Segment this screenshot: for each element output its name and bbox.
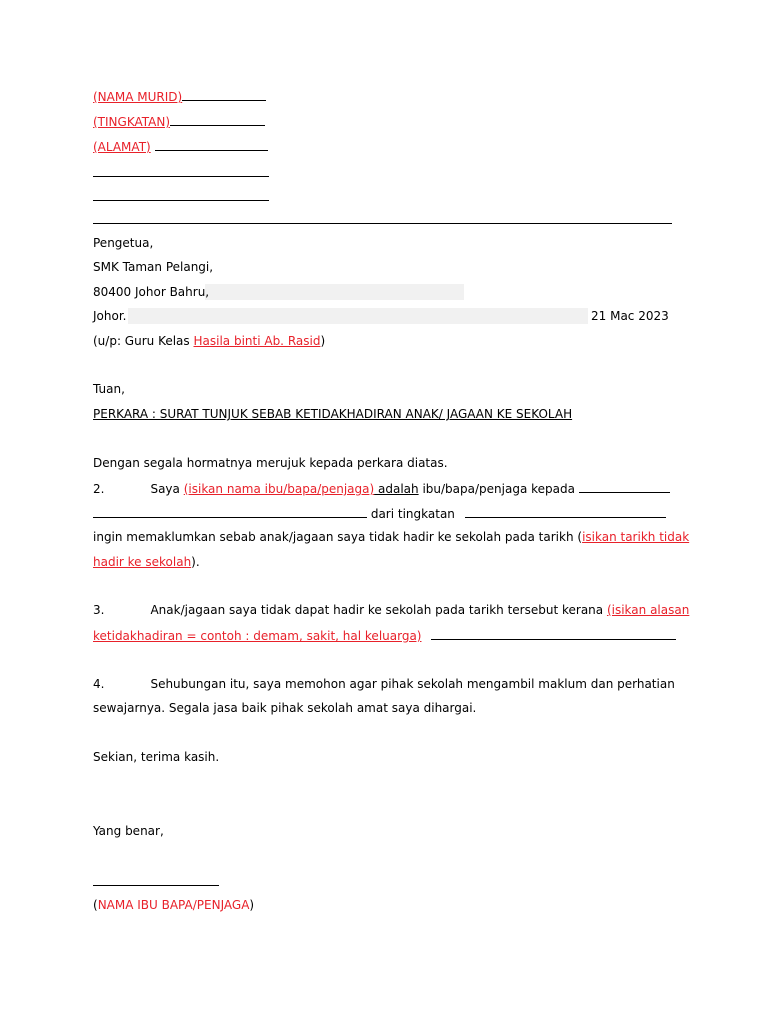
para3-reason-placeholder-a: (isikan alasan bbox=[606, 603, 690, 617]
signature-name-line bbox=[93, 897, 254, 913]
para2-date-placeholder-a: isikan tarikh tidak bbox=[582, 530, 690, 544]
highlight-band-1 bbox=[205, 284, 464, 300]
para2-saya: Saya bbox=[150, 482, 180, 496]
para3-line-1 bbox=[93, 602, 689, 618]
para4-line-2: sewajarnya. Segala jasa baik pihak sekolah amat saya dihargai. bbox=[93, 701, 477, 715]
para4-text-1: Sehubungan itu, saya memohon agar pihak sekolah mengambil maklum dan perhatian bbox=[150, 677, 675, 691]
para3-line-2 bbox=[93, 627, 676, 644]
para3-reason-placeholder-b: ketidakhadiran = contoh : demam, sakit, hal keluarga) bbox=[93, 629, 422, 643]
alamat-line-3 bbox=[93, 200, 269, 201]
para2-class-blank bbox=[465, 505, 666, 518]
nama-murid-label: (NAMA MURID) bbox=[93, 90, 183, 104]
para3-number: 3. bbox=[93, 603, 105, 617]
signature-line bbox=[93, 885, 219, 886]
tingkatan-label: (TINGKATAN) bbox=[93, 115, 171, 129]
signature-open: ( bbox=[93, 898, 98, 912]
para3-text: Anak/jagaan saya tidak dapat hadir ke sekolah pada tarikh tersebut kerana bbox=[150, 603, 607, 617]
header-divider bbox=[93, 223, 672, 224]
closing-line: Sekian, terima kasih. bbox=[93, 750, 220, 764]
para2-parent-placeholder: (isikan nama ibu/bapa/penjaga) bbox=[183, 482, 375, 496]
salutation: Tuan, bbox=[93, 382, 125, 396]
class-teacher-name: Hasila binti Ab. Rasid bbox=[193, 334, 321, 348]
para3-reason-blank bbox=[431, 627, 676, 640]
para2-line-3 bbox=[93, 529, 689, 545]
tingkatan-blank bbox=[170, 113, 265, 126]
attention-line bbox=[93, 333, 325, 349]
field-tingkatan bbox=[93, 113, 265, 130]
para2-line-2 bbox=[93, 505, 666, 522]
field-nama-murid bbox=[93, 88, 266, 105]
para2-name-blank bbox=[93, 505, 367, 518]
recipient-line-4: Johor. bbox=[93, 309, 127, 323]
para2-student-blank bbox=[579, 480, 670, 493]
recipient-line-1: Pengetua, bbox=[93, 236, 154, 250]
highlight-band-2 bbox=[128, 308, 588, 324]
para2-line-1 bbox=[93, 480, 670, 497]
alamat-blank bbox=[155, 138, 268, 151]
subject-line: PERKARA : SURAT TUNJUK SEBAB KETIDAKHADIRAN ANAK/ JAGAAN KE SEKOLAH bbox=[93, 407, 573, 421]
para2-reason-text: ingin memaklumkan sebab anak/jagaan saya tidak hadir ke sekolah pada tarikh ( bbox=[93, 530, 583, 544]
field-alamat bbox=[93, 138, 268, 155]
alamat-label: (ALAMAT) bbox=[93, 140, 151, 154]
attention-prefix: (u/p: Guru Kelas bbox=[93, 334, 194, 348]
attention-suffix: ) bbox=[320, 334, 326, 348]
recipient-line-2: SMK Taman Pelangi, bbox=[93, 260, 214, 274]
nama-murid-blank bbox=[182, 88, 266, 101]
para2-relation: ibu/bapa/penjaga kepada bbox=[422, 482, 575, 496]
signature-close: ) bbox=[249, 898, 255, 912]
para2-date-placeholder-b: hadir ke sekolah bbox=[93, 555, 192, 569]
para4-number: 4. bbox=[93, 677, 105, 691]
sign-off: Yang benar, bbox=[93, 824, 164, 838]
para2-adalah: adalah bbox=[374, 482, 419, 496]
para2-close: ). bbox=[191, 555, 200, 569]
para2-number: 2. bbox=[93, 482, 105, 496]
letter-date: 21 Mac 2023 bbox=[591, 309, 669, 323]
alamat-line-2 bbox=[93, 176, 269, 177]
signature-name-placeholder: NAMA IBU BAPA/PENJAGA bbox=[97, 898, 250, 912]
para2-dari-tingkatan: dari tingkatan bbox=[370, 507, 455, 521]
para4-line-1 bbox=[93, 676, 675, 692]
intro-line: Dengan segala hormatnya merujuk kepada perkara diatas. bbox=[93, 456, 448, 470]
para2-line-4 bbox=[93, 554, 200, 570]
recipient-line-3: 80400 Johor Bahru, bbox=[93, 285, 210, 299]
